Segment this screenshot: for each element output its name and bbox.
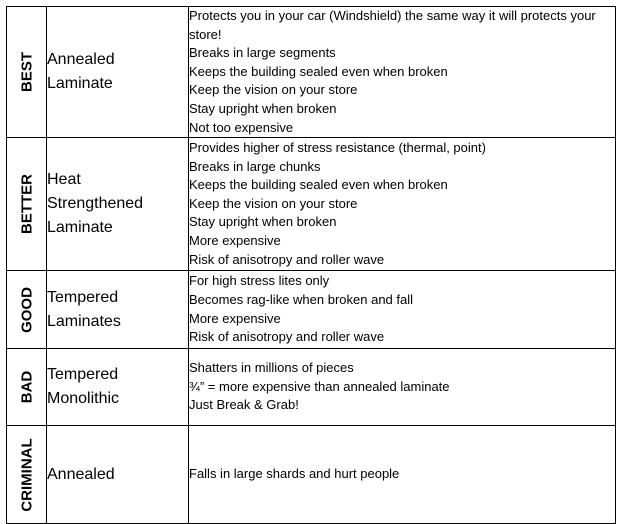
glass-type-line: Laminates [47,312,121,330]
rank-cell [7,271,47,349]
rank-cell [7,138,47,271]
list-item: ¾” = more expensive than annealed laminate [189,378,450,394]
list-item: Just Break & Grab! [189,397,299,413]
list-item: Risk of anisotropy and roller wave [189,329,385,345]
list-item: Provides higher of stress resistance (thermal, point) [189,140,486,156]
glass-type-cell [47,7,189,138]
glass-type-line: Tempered [47,288,119,306]
rank-label: BETTER [18,174,35,235]
table-row-better [7,138,616,271]
glass-type-cell [47,349,189,426]
rank-cell [7,426,47,524]
description-cell [189,7,616,138]
glass-type-line: Heat [47,171,81,189]
description-list [189,359,615,415]
glass-type-line: Tempered [47,366,119,384]
list-item: Breaks in large segments [189,45,336,61]
list-item: For high stress lites only [189,273,330,289]
list-item: Shatters in millions of pieces [189,360,354,376]
list-item: Protects you in your car (Windshield) the same way it will protects your store! [189,8,596,42]
rank-label: BAD [18,370,35,404]
description-cell [189,271,616,349]
glass-type-cell [47,271,189,349]
table-row-best [7,7,616,138]
description-cell [189,349,616,426]
list-item: Keeps the building sealed even when broken [189,177,448,193]
description-list [189,272,615,346]
list-item: More expensive [189,310,281,326]
glass-type-line: Laminate [47,75,113,93]
table-row-criminal [7,426,616,524]
glass-type-line: Annealed [47,51,115,69]
rank-label: CRIMINAL [18,437,35,512]
list-item: More expensive [189,233,281,249]
glass-type-line: Laminate [47,219,113,237]
description-list [189,7,615,137]
rank-cell [7,7,47,138]
list-item: Risk of anisotropy and roller wave [189,251,385,267]
list-item: Stay upright when broken [189,100,337,116]
glass-type-line: Strengthened [47,195,144,213]
list-item: Stay upright when broken [189,214,337,230]
glass-type-line: Monolithic [47,390,120,408]
description-cell [189,138,616,271]
description-list [189,139,615,269]
list-item: Falls in large shards and hurt people [189,466,400,482]
list-item: Keep the vision on your store [189,82,358,98]
rank-label: BEST [18,52,35,93]
table-row-good [7,271,616,349]
description-list [189,465,615,484]
description-cell [189,426,616,524]
list-item: Not too expensive [189,119,294,135]
rank-label: GOOD [18,286,35,333]
glass-type-line: Annealed [47,465,115,483]
list-item: Breaks in large chunks [189,158,321,174]
glass-type-cell [47,426,189,524]
glass-comparison-table [6,6,616,524]
list-item: Keep the vision on your store [189,195,358,211]
list-item: Becomes rag-like when broken and fall [189,292,414,308]
table-row-bad [7,349,616,426]
list-item: Keeps the building sealed even when broken [189,63,448,79]
rank-cell [7,349,47,426]
glass-type-cell [47,138,189,271]
